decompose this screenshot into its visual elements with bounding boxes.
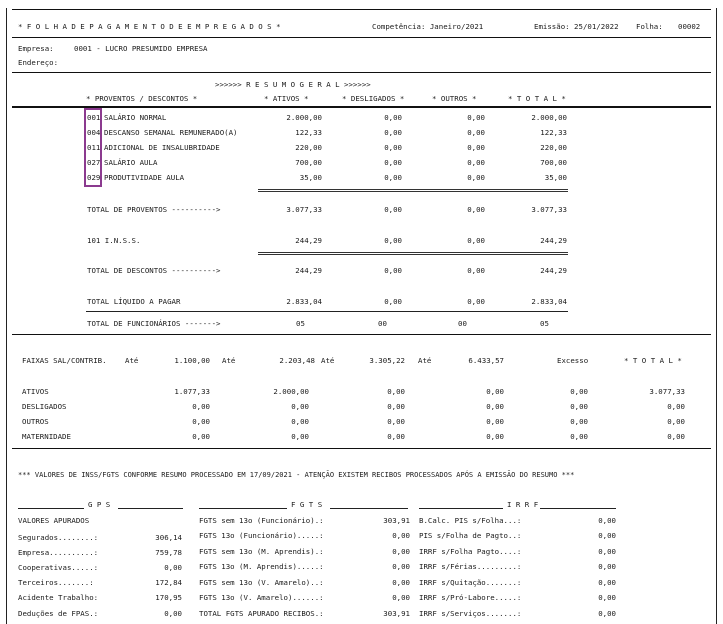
faixa-value: 2.000,00 [273, 387, 309, 396]
faixa-value: 0,00 [667, 417, 685, 426]
total-proventos-desligados: 0,00 [384, 205, 402, 214]
gps-title: G P S [88, 500, 111, 509]
col-ativos: * ATIVOS * [264, 94, 309, 103]
faixa-ate-1: Até [125, 356, 139, 365]
faixa-value: 0,00 [667, 432, 685, 441]
faixa-value: 0,00 [192, 432, 210, 441]
irrf-row-value: 0,00 [598, 578, 616, 587]
fgts-row-value: 303,91 [383, 516, 410, 525]
irrf-row-label: IRRF s/Serviços.......: [419, 609, 522, 618]
fgts-title-line-left [199, 508, 287, 509]
irrf-row-label: B.Calc. PIS s/Folha...: [419, 516, 522, 525]
faixa-value: 0,00 [486, 387, 504, 396]
inss-total: 244,29 [540, 236, 567, 245]
faixa-value: 0,00 [570, 432, 588, 441]
irrf-row-label: IRRF s/Folha Pagto....: [419, 547, 522, 556]
col-total: * T O T A L * [508, 94, 566, 103]
empresa-line [12, 72, 711, 73]
fgts-row-value: 0,00 [392, 578, 410, 587]
irrf-row-value: 0,00 [598, 516, 616, 525]
total-liquido-desligados: 0,00 [384, 297, 402, 306]
endereco-label: Endereço: [18, 58, 59, 67]
fgts-row-label: FGTS 13o (V. Amarelo)......: [199, 593, 324, 602]
total-proventos-outros: 0,00 [467, 205, 485, 214]
header-bottom-line [12, 37, 711, 38]
fgts-row-label: FGTS 13o (M. Aprendis).....: [199, 562, 324, 571]
faixa-value: 0,00 [570, 387, 588, 396]
folha-number: 00002 [678, 22, 701, 31]
item-total: 2.000,00 [531, 113, 567, 122]
irrf-row-value: 0,00 [598, 547, 616, 556]
fgts-row-value: 0,00 [392, 593, 410, 602]
faixas-label: FAIXAS SAL/CONTRIB. [22, 356, 107, 365]
faixa-ate-2: Até [222, 356, 236, 365]
fgts-row-label: FGTS 13o (Funcionário).....: [199, 531, 324, 540]
total-descontos-desligados: 0,00 [384, 266, 402, 275]
item-desc: PRODUTIVIDADE AULA [104, 173, 185, 182]
faixa-value: 0,00 [291, 432, 309, 441]
item-code: 027 [87, 158, 101, 167]
item-code: 011 [87, 143, 101, 152]
gps-row-label: Terceiros.......: [18, 578, 94, 587]
faixa-value: 0,00 [387, 432, 405, 441]
total-funcionarios-total: 05 [540, 319, 549, 328]
faixa-value: 0,00 [291, 417, 309, 426]
gps-row-value: 0,00 [164, 563, 182, 572]
item-desligados: 0,00 [384, 128, 402, 137]
item-desc: SALÁRIO NORMAL [104, 113, 167, 122]
resumo-header-line [12, 106, 711, 108]
faixa-2: 2.203,48 [279, 356, 315, 365]
faixa-value: 0,00 [570, 417, 588, 426]
report-title: * F O L H A D E P A G A M E N T O D E E M P R E G A D O S * [18, 22, 281, 31]
fgts-row-value: 0,00 [392, 547, 410, 556]
resumo-bottom-line [12, 334, 711, 335]
total-funcionarios-desligados: 00 [378, 319, 387, 328]
total-liquido-label: TOTAL LÍQUIDO A PAGAR [87, 297, 181, 306]
item-code: 001 [87, 113, 101, 122]
faixa-row-label: DESLIGADOS [22, 402, 67, 411]
faixa-value: 0,00 [387, 387, 405, 396]
liquido-line [86, 311, 568, 312]
item-total: 220,00 [540, 143, 567, 152]
irrf-title-line-right [540, 508, 616, 509]
total-proventos-ativos: 3.077,33 [286, 205, 322, 214]
total-funcionarios-ativos: 05 [296, 319, 305, 328]
item-desligados: 0,00 [384, 158, 402, 167]
gps-row-value: 170,95 [155, 593, 182, 602]
faixa-4: 6.433,57 [468, 356, 504, 365]
irrf-row-value: 0,00 [598, 609, 616, 618]
faixa-value: 3.077,33 [649, 387, 685, 396]
item-ativos: 2.000,00 [286, 113, 322, 122]
faixa-value: 0,00 [192, 417, 210, 426]
inss-label: 101 I.N.S.S. [87, 236, 141, 245]
faixa-3: 3.305,22 [369, 356, 405, 365]
faixa-1: 1.100,00 [174, 356, 210, 365]
aviso-text: *** VALORES DE INSS/FGTS CONFORME RESUMO PROCESSADO EM 17/09/2021 - ATENÇÃO EXISTEM RECIBOS PROCESSADOS APÓS A EMISSÃO DO RESUMO *** [18, 471, 575, 479]
item-total: 35,00 [544, 173, 567, 182]
item-desligados: 0,00 [384, 173, 402, 182]
item-desc: ADICIONAL DE INSALUBRIDADE [104, 143, 220, 152]
total-liquido-outros: 0,00 [467, 297, 485, 306]
inss-ativos: 244,29 [295, 236, 322, 245]
faixa-value: 0,00 [486, 432, 504, 441]
total-proventos-label: TOTAL DE PROVENTOS ----------> [87, 205, 221, 214]
total-liquido-total: 2.833,04 [531, 297, 567, 306]
empresa-label: Empresa: [18, 44, 54, 53]
fgts-title: F G T S [291, 500, 323, 509]
item-outros: 0,00 [467, 173, 485, 182]
faixa-value: 0,00 [387, 402, 405, 411]
irrf-row-label: IRRF s/Quitação.......: [419, 578, 522, 587]
faixas-bottom-line [12, 448, 711, 449]
resumo-title: >>>>>> R E S U M O G E R A L >>>>>> [215, 80, 371, 89]
col-outros: * OUTROS * [432, 94, 477, 103]
total-funcionarios-outros: 00 [458, 319, 467, 328]
fgts-row-label: FGTS sem 13o (V. Amarelo)..: [199, 578, 324, 587]
gps-row-value: 759,78 [155, 548, 182, 557]
gps-row-value: 0,00 [164, 609, 182, 618]
item-code: 004 [87, 128, 101, 137]
fgts-row-value: 0,00 [392, 562, 410, 571]
gps-title-line-right [118, 508, 183, 509]
col-proventos: * PROVENTOS / DESCONTOS * [86, 94, 198, 103]
gps-row-label: Segurados........: [18, 533, 99, 542]
faixa-ate-4: Até [418, 356, 432, 365]
item-ativos: 700,00 [295, 158, 322, 167]
gps-row-label: Empresa..........: [18, 548, 99, 557]
faixa-value: 0,00 [291, 402, 309, 411]
item-ativos: 35,00 [299, 173, 322, 182]
irrf-row-label: IRRF s/Pró-Labore.....: [419, 593, 522, 602]
page-border-right [716, 8, 717, 624]
gps-apurados: VALORES APURADOS [18, 516, 90, 525]
item-outros: 0,00 [467, 143, 485, 152]
item-desc: DESCANSO SEMANAL REMUNERADO(A) [104, 128, 238, 137]
total-funcionarios-label: TOTAL DE FUNCIONÁRIOS -------> [87, 319, 221, 328]
competencia: Competência: Janeiro/2021 [372, 22, 484, 31]
double-separator [258, 189, 568, 192]
faixa-value: 0,00 [387, 417, 405, 426]
faixa-row-label: MATERNIDADE [22, 432, 71, 441]
fgts-row-value: 0,00 [392, 531, 410, 540]
faixa-value: 0,00 [570, 402, 588, 411]
header-top-line [12, 9, 711, 10]
irrf-row-value: 0,00 [598, 531, 616, 540]
item-ativos: 220,00 [295, 143, 322, 152]
fgts-row-label: FGTS sem 13o (M. Aprendis).: [199, 547, 324, 556]
total-descontos-outros: 0,00 [467, 266, 485, 275]
item-outros: 0,00 [467, 158, 485, 167]
emissao: Emissão: 25/01/2022 [534, 22, 619, 31]
item-desligados: 0,00 [384, 113, 402, 122]
gps-row-value: 306,14 [155, 533, 182, 542]
gps-row-value: 172,84 [155, 578, 182, 587]
gps-row-label: Deduções de FPAS.: [18, 609, 99, 618]
folha-label: Folha: [636, 22, 663, 31]
irrf-title-line-left [419, 508, 503, 509]
empresa-value: 0001 - LUCRO PRESUMIDO EMPRESA [74, 44, 208, 53]
irrf-row-value: 0,00 [598, 562, 616, 571]
irrf-row-value: 0,00 [598, 593, 616, 602]
gps-title-line-left [18, 508, 84, 509]
item-desligados: 0,00 [384, 143, 402, 152]
gps-row-label: Acidente Trabalho: [18, 593, 99, 602]
faixa-row-label: OUTROS [22, 417, 49, 426]
total-proventos-total: 3.077,33 [531, 205, 567, 214]
faixa-value: 0,00 [192, 402, 210, 411]
faixa-total: * T O T A L * [624, 356, 682, 365]
double-separator [258, 252, 568, 255]
item-outros: 0,00 [467, 128, 485, 137]
total-liquido-ativos: 2.833,04 [286, 297, 322, 306]
irrf-title: I R R F [507, 500, 539, 509]
fgts-row-label: TOTAL FGTS APURADO RECIBOS.: [199, 609, 324, 618]
inss-desligados: 0,00 [384, 236, 402, 245]
item-total: 122,33 [540, 128, 567, 137]
irrf-row-label: IRRF s/Férias.........: [419, 562, 522, 571]
page-border-left [6, 8, 7, 624]
item-outros: 0,00 [467, 113, 485, 122]
faixa-excesso: Excesso [557, 356, 589, 365]
fgts-title-line-right [330, 508, 408, 509]
fgts-row-label: FGTS sem 13o (Funcionário).: [199, 516, 324, 525]
fgts-row-value: 303,91 [383, 609, 410, 618]
total-descontos-ativos: 244,29 [295, 266, 322, 275]
item-total: 700,00 [540, 158, 567, 167]
col-desligados: * DESLIGADOS * [342, 94, 405, 103]
faixa-row-label: ATIVOS [22, 387, 49, 396]
irrf-row-label: PIS s/Folha de Pagto..: [419, 531, 522, 540]
total-descontos-total: 244,29 [540, 266, 567, 275]
item-ativos: 122,33 [295, 128, 322, 137]
faixa-ate-3: Até [321, 356, 335, 365]
faixa-value: 0,00 [667, 402, 685, 411]
item-code: 029 [87, 173, 101, 182]
faixa-value: 0,00 [486, 417, 504, 426]
total-descontos-label: TOTAL DE DESCONTOS ----------> [87, 266, 221, 275]
gps-row-label: Cooperativas.....: [18, 563, 99, 572]
faixa-value: 0,00 [486, 402, 504, 411]
inss-outros: 0,00 [467, 236, 485, 245]
item-desc: SALÁRIO AULA [104, 158, 158, 167]
faixa-value: 1.077,33 [174, 387, 210, 396]
